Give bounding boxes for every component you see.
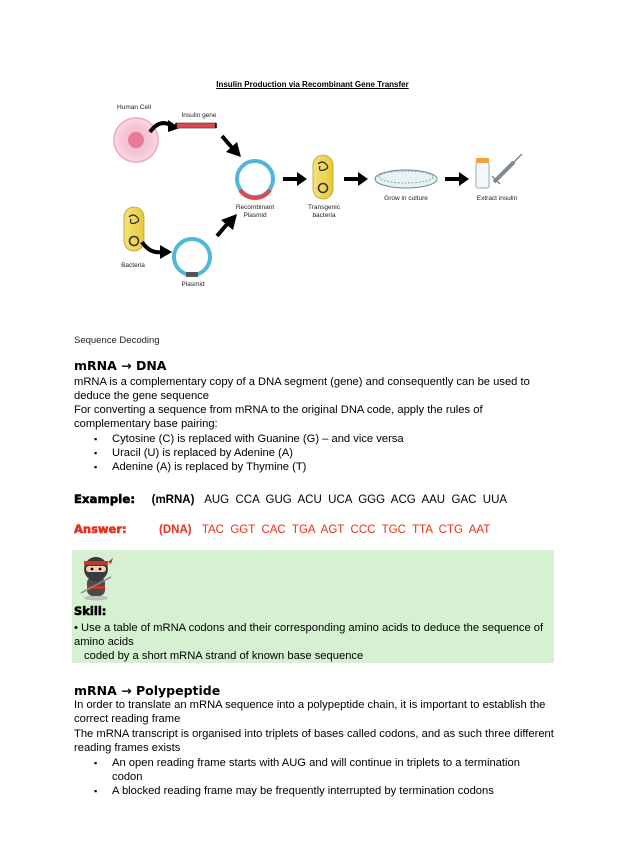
skill-line: • Use a table of mRNA codons and their corresponding amino acids to deduce the sequence of amino acids [74, 622, 544, 648]
label-recombinant-plasmid: Recombinant Plasmid [235, 204, 275, 219]
example-type: (mRNA) [151, 494, 195, 506]
label-human-cell: Human Cell [117, 104, 151, 111]
example-sequence: AUG CCA GUG ACU UCA GGG ACG AAU GAC UUA [204, 494, 508, 506]
example-row [74, 492, 507, 506]
answer-row [74, 522, 490, 536]
vial-icon [476, 158, 489, 188]
bacteria-icon [124, 207, 144, 251]
answer-label: Answer: [74, 522, 127, 536]
plasmid-icon [174, 239, 210, 277]
paragraph: In order to translate an mRNA sequence into a polypeptide chain, it is important to establish the correct reading frame [74, 699, 546, 725]
reading-frame-list [74, 756, 552, 798]
diagram-title: Insulin Production via Recombinant Gene Transfer [216, 80, 409, 89]
arrow-icon [142, 242, 162, 252]
label-plasmid: Plasmid [181, 281, 205, 288]
list-item: ▪ A blocked reading frame may be frequently interrupted by termination codons [112, 784, 552, 798]
answer-type: (DNA) [159, 524, 192, 536]
paragraph: mRNA is a complementary copy of a DNA segment (gene) and consequently can be used to deduce the gene sequence [74, 376, 530, 402]
transgenic-bacteria-icon [313, 155, 333, 199]
paragraph: For converting a sequence from mRNA to the original DNA code, apply the rules of complementary base pairing: [74, 404, 483, 430]
human-cell-icon [114, 118, 158, 162]
label-transgenic-bacteria: Transgenic bacteria [308, 204, 340, 219]
list-item: ▪ An open reading frame starts with AUG and will continue in triplets to a termination codon [112, 756, 552, 784]
list-item: ▪ Adenine (A) is replaced by Thymine (T) [112, 460, 552, 474]
syringe-icon [492, 154, 522, 184]
base-pairing-list [74, 432, 552, 474]
arrow-icon [217, 223, 228, 236]
section-heading-mrna-dna: mRNA → DNA [74, 358, 167, 373]
example-label: Example: [74, 492, 136, 506]
skill-line: coded by a short mRNA strand of known base sequence [84, 650, 364, 662]
ninja-icon [78, 553, 114, 601]
diagram-caption: Sequence Decoding [74, 335, 160, 346]
label-extract-insulin: Extract insulin [476, 195, 518, 202]
skill-title: Skill: [74, 604, 107, 618]
paragraph: The mRNA transcript is organised into triplets of bases called codons, and as such three different reading frames exists [74, 728, 554, 754]
section-heading-mrna-polypeptide: mRNA → Polypeptide [74, 683, 221, 698]
insulin-gene-icon [176, 123, 216, 128]
recombinant-plasmid-icon [237, 161, 273, 198]
label-bacteria: Bacteria [121, 262, 145, 269]
list-item: ▪ Uracil (U) is replaced by Adenine (A) [112, 446, 552, 460]
petri-dish-icon [375, 170, 437, 188]
list-item: ▪ Cytosine (C) is replaced with Guanine (G) – and vice versa [112, 432, 552, 446]
label-grow-in-culture: Grow in culture [384, 195, 428, 202]
answer-sequence: TAC GGT CAC TGA AGT CCC TGC TTA CTG AAT [201, 524, 491, 536]
label-insulin-gene: Insulin gene [181, 112, 217, 119]
skill-text [74, 621, 554, 663]
